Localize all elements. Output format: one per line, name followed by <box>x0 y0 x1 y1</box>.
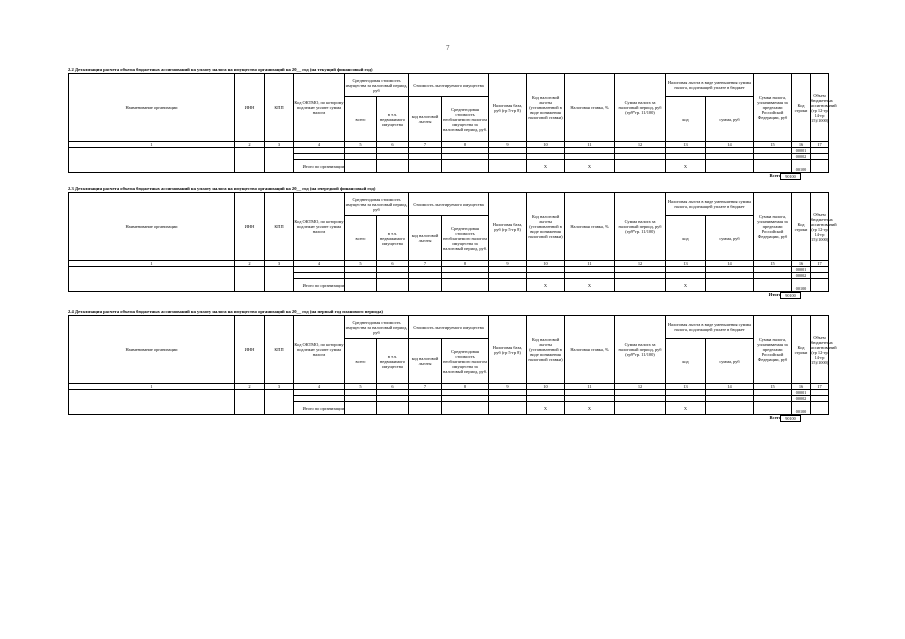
column-number: 4 <box>294 384 345 390</box>
total-label: Всего <box>769 173 781 178</box>
section-title: 2.3 Детализация расчета объема бюджетных ассигнований на уплату налога на имущество организаций на 20__ год (на очередной финансовый год) <box>68 186 376 191</box>
header-line-code: Код строки <box>792 316 811 384</box>
cell[interactable] <box>409 279 442 292</box>
header-tax-base: Налоговая база, руб (гр 5-гр 8) <box>489 193 527 261</box>
header-exempt-value: Стоимость льготируемого имущества <box>409 74 489 97</box>
header-avg-total: всего <box>345 339 377 384</box>
line-code-cell: 00002 <box>792 396 811 402</box>
column-number: 1 <box>69 261 235 267</box>
column-number: 10 <box>527 384 565 390</box>
header-reduction: Налоговая льгота в виде уменьшения суммы налога, подлежащей уплате в бюджет <box>666 74 754 97</box>
header-avg-value: Среднегодовая стоимость имущества за налоговый период, руб <box>345 316 409 339</box>
subtotal-label: Итого по организации <box>294 279 345 292</box>
cell[interactable] <box>377 279 409 292</box>
kpp-cell[interactable] <box>265 390 294 415</box>
org-name-cell[interactable] <box>69 267 235 292</box>
header-avg-real-estate: в т.ч. недвижимого имущества <box>377 339 409 384</box>
column-number: 3 <box>265 384 294 390</box>
line-code-cell: 00002 <box>792 154 811 160</box>
total-code-cell: 90100 <box>780 292 801 299</box>
cell[interactable] <box>615 402 666 415</box>
header-exempt-avg: Среднегодовая стоимость необлагаемого налогом имущества за налоговый период, руб. <box>442 216 489 261</box>
calculation-table <box>68 192 837 292</box>
column-number: 9 <box>489 142 527 148</box>
cell[interactable] <box>489 160 527 173</box>
volume-cell[interactable] <box>811 402 829 415</box>
x-mark: X <box>565 279 615 292</box>
section-first-planning-year <box>68 309 837 421</box>
header-tax-rate: Налоговая ставка, % <box>565 193 615 261</box>
header-reduction-sum: сумма, руб <box>706 339 754 384</box>
line-code-cell: 00001 <box>792 148 811 154</box>
header-volume: Объем бюджетных ассигнований (гр 12-гр 14-гр 15)/1000) <box>811 316 829 384</box>
column-number: 12 <box>615 142 666 148</box>
total-row <box>68 415 828 421</box>
header-reduction: Налоговая льгота в виде уменьшения суммы налога, подлежащей уплате в бюджет <box>666 193 754 216</box>
x-mark: X <box>666 160 706 173</box>
subtotal-label: Итого по организации <box>294 160 345 173</box>
column-number: 15 <box>754 142 792 148</box>
cell[interactable] <box>706 402 754 415</box>
column-number: 14 <box>706 384 754 390</box>
kpp-cell[interactable] <box>265 267 294 292</box>
volume-cell[interactable] <box>811 160 829 173</box>
header-reduction-sum: сумма, руб <box>706 216 754 261</box>
header-exempt-code: код налоговой льготы <box>409 339 442 384</box>
header-kpp: КПП <box>265 316 294 384</box>
cell[interactable] <box>706 279 754 292</box>
cell[interactable] <box>345 279 377 292</box>
column-number: 9 <box>489 261 527 267</box>
header-avg-value: Среднегодовая стоимость имущества за налоговый период, руб <box>345 74 409 97</box>
header-exempt-avg: Среднегодовая стоимость необлагаемого налогом имущества за налоговый период, руб. <box>442 97 489 142</box>
column-number: 10 <box>527 261 565 267</box>
header-benefit-code: Код налоговой льготы (установленной в виде понижения налоговой ставки) <box>527 74 565 142</box>
header-kpp: КПП <box>265 193 294 261</box>
x-mark: X <box>666 279 706 292</box>
header-paid-abroad: Сумма налога, уплачиваемая за пределами Российской Федерации, руб <box>754 74 792 142</box>
header-exempt-avg: Среднегодовая стоимость необлагаемого налогом имущества за налоговый период, руб. <box>442 339 489 384</box>
x-mark: X <box>527 279 565 292</box>
header-tax-amount: Сумма налога за налоговый период, руб (гр9*гр. 11/100) <box>615 316 666 384</box>
header-inn: ИНН <box>235 316 265 384</box>
header-exempt-code: код налоговой льготы <box>409 97 442 142</box>
header-avg-real-estate: в т.ч. недвижимого имущества <box>377 216 409 261</box>
header-tax-base: Налоговая база, руб (гр 5-гр 8) <box>489 74 527 142</box>
header-avg-total: всего <box>345 216 377 261</box>
header-volume: Объем бюджетных ассигнований (гр 12-гр 14-гр 15)/1000) <box>811 193 829 261</box>
header-line-code: Код строки <box>792 74 811 142</box>
column-number: 11 <box>565 384 615 390</box>
line-code-cell: 00100 <box>792 279 811 292</box>
column-number: 3 <box>265 142 294 148</box>
x-mark: X <box>527 160 565 173</box>
volume-cell[interactable] <box>811 279 829 292</box>
cell[interactable] <box>706 160 754 173</box>
x-mark: X <box>565 402 615 415</box>
cell[interactable] <box>489 402 527 415</box>
total-code-cell: 90100 <box>780 173 801 180</box>
header-reduction: Налоговая льгота в виде уменьшения суммы налога, подлежащей уплате в бюджет <box>666 316 754 339</box>
column-number: 5 <box>345 384 377 390</box>
column-number: 6 <box>377 142 409 148</box>
x-mark: X <box>527 402 565 415</box>
header-kpp: КПП <box>265 74 294 142</box>
column-number: 15 <box>754 384 792 390</box>
total-row <box>68 292 828 298</box>
header-paid-abroad: Сумма налога, уплачиваемая за пределами Российской Федерации, руб <box>754 316 792 384</box>
x-mark: X <box>565 160 615 173</box>
header-inn: ИНН <box>235 193 265 261</box>
header-oktmo: Код ОКТМО, по которому подлежит уплате сумма налога <box>294 316 345 384</box>
header-benefit-code: Код налоговой льготы (установленной в виде понижения налоговой ставки) <box>527 316 565 384</box>
x-mark: X <box>666 402 706 415</box>
header-tax-rate: Налоговая ставка, % <box>565 316 615 384</box>
column-number: 12 <box>615 384 666 390</box>
line-code-cell: 00001 <box>792 267 811 273</box>
header-avg-value: Среднегодовая стоимость имущества за налоговый период, руб <box>345 193 409 216</box>
total-label: Всего <box>769 415 781 420</box>
cell[interactable] <box>754 160 792 173</box>
section-next-year <box>68 186 837 298</box>
column-number: 6 <box>377 261 409 267</box>
column-number: 15 <box>754 261 792 267</box>
total-row <box>68 173 828 179</box>
column-number: 2 <box>235 384 265 390</box>
cell[interactable] <box>442 402 489 415</box>
column-number: 11 <box>565 142 615 148</box>
cell[interactable] <box>345 160 377 173</box>
column-number: 7 <box>409 384 442 390</box>
header-tax-rate: Налоговая ставка, % <box>565 74 615 142</box>
column-number: 1 <box>69 384 235 390</box>
column-number: 8 <box>442 384 489 390</box>
line-code-cell: 00001 <box>792 390 811 396</box>
cell[interactable] <box>489 279 527 292</box>
column-number: 14 <box>706 261 754 267</box>
column-number: 11 <box>565 261 615 267</box>
header-exempt-code: код налоговой льготы <box>409 216 442 261</box>
header-avg-real-estate: в т.ч. недвижимого имущества <box>377 97 409 142</box>
total-label: Итого <box>768 292 781 297</box>
header-reduction-code: код <box>666 339 706 384</box>
column-number: 8 <box>442 261 489 267</box>
column-number: 16 <box>792 384 811 390</box>
column-number: 2 <box>235 261 265 267</box>
header-tax-amount: Сумма налога за налоговый период, руб (гр9*гр. 11/100) <box>615 193 666 261</box>
cell[interactable] <box>409 402 442 415</box>
column-number: 9 <box>489 384 527 390</box>
column-number: 14 <box>706 142 754 148</box>
header-org-name: Наименование организации <box>69 74 235 142</box>
header-paid-abroad: Сумма налога, уплачиваемая за пределами Российской Федерации, руб <box>754 193 792 261</box>
header-tax-amount: Сумма налога за налоговый период, руб (гр9*гр. 11/100) <box>615 74 666 142</box>
cell[interactable] <box>615 279 666 292</box>
org-name-cell[interactable] <box>69 148 235 173</box>
cell[interactable] <box>377 160 409 173</box>
column-number: 17 <box>811 142 829 148</box>
column-number: 13 <box>666 261 706 267</box>
column-number: 16 <box>792 261 811 267</box>
header-volume: Объем бюджетных ассигнований (гр 12-гр 14-гр 15)/1000) <box>811 74 829 142</box>
column-number: 17 <box>811 261 829 267</box>
header-tax-base: Налоговая база, руб (гр 5-гр 8) <box>489 316 527 384</box>
cell[interactable] <box>409 160 442 173</box>
section-title: 2.4 Детализация расчета объема бюджетных ассигнований на уплату налога на имущество организаций на 20__ год (на первый год планового периода) <box>68 309 383 314</box>
org-name-cell[interactable] <box>69 390 235 415</box>
column-number: 7 <box>409 261 442 267</box>
line-code-cell: 00100 <box>792 402 811 415</box>
column-number: 4 <box>294 142 345 148</box>
header-oktmo: Код ОКТМО, по которому подлежит уплате сумма налога <box>294 74 345 142</box>
column-number: 6 <box>377 384 409 390</box>
header-org-name: Наименование организации <box>69 193 235 261</box>
line-code-cell: 00100 <box>792 160 811 173</box>
column-number: 17 <box>811 384 829 390</box>
column-number: 8 <box>442 142 489 148</box>
header-reduction-sum: сумма, руб <box>706 97 754 142</box>
column-number: 2 <box>235 142 265 148</box>
section-current-year <box>68 67 837 179</box>
cell[interactable] <box>442 279 489 292</box>
header-avg-total: всего <box>345 97 377 142</box>
header-benefit-code: Код налоговой льготы (установленной в виде понижения налоговой ставки) <box>527 193 565 261</box>
page-number: 7 <box>446 44 450 52</box>
header-oktmo: Код ОКТМО, по которому подлежит уплате сумма налога <box>294 193 345 261</box>
inn-cell[interactable] <box>235 390 265 415</box>
section-title: 2.2 Детализация расчета объема бюджетных ассигнований на уплату налога на имущество организаций на 20__ год (на текущий финансовый год) <box>68 67 373 72</box>
cell[interactable] <box>615 160 666 173</box>
header-reduction-code: код <box>666 97 706 142</box>
cell[interactable] <box>754 402 792 415</box>
header-org-name: Наименование организации <box>69 316 235 384</box>
cell[interactable] <box>754 279 792 292</box>
column-number: 13 <box>666 142 706 148</box>
column-number: 5 <box>345 142 377 148</box>
subtotal-label: Итого по организации <box>294 402 345 415</box>
inn-cell[interactable] <box>235 148 265 173</box>
column-number: 3 <box>265 261 294 267</box>
column-number: 13 <box>666 384 706 390</box>
cell[interactable] <box>377 402 409 415</box>
column-number: 1 <box>69 142 235 148</box>
column-number: 4 <box>294 261 345 267</box>
column-number: 7 <box>409 142 442 148</box>
header-exempt-value: Стоимость льготируемого имущества <box>409 316 489 339</box>
inn-cell[interactable] <box>235 267 265 292</box>
calculation-table <box>68 73 837 173</box>
header-inn: ИНН <box>235 74 265 142</box>
column-number: 5 <box>345 261 377 267</box>
header-reduction-code: код <box>666 216 706 261</box>
total-code-cell: 90100 <box>780 415 801 422</box>
calculation-table <box>68 315 837 415</box>
cell[interactable] <box>442 160 489 173</box>
kpp-cell[interactable] <box>265 148 294 173</box>
column-number: 16 <box>792 142 811 148</box>
cell[interactable] <box>345 402 377 415</box>
header-exempt-value: Стоимость льготируемого имущества <box>409 193 489 216</box>
line-code-cell: 00002 <box>792 273 811 279</box>
column-number: 10 <box>527 142 565 148</box>
header-line-code: Код строки <box>792 193 811 261</box>
column-number: 12 <box>615 261 666 267</box>
